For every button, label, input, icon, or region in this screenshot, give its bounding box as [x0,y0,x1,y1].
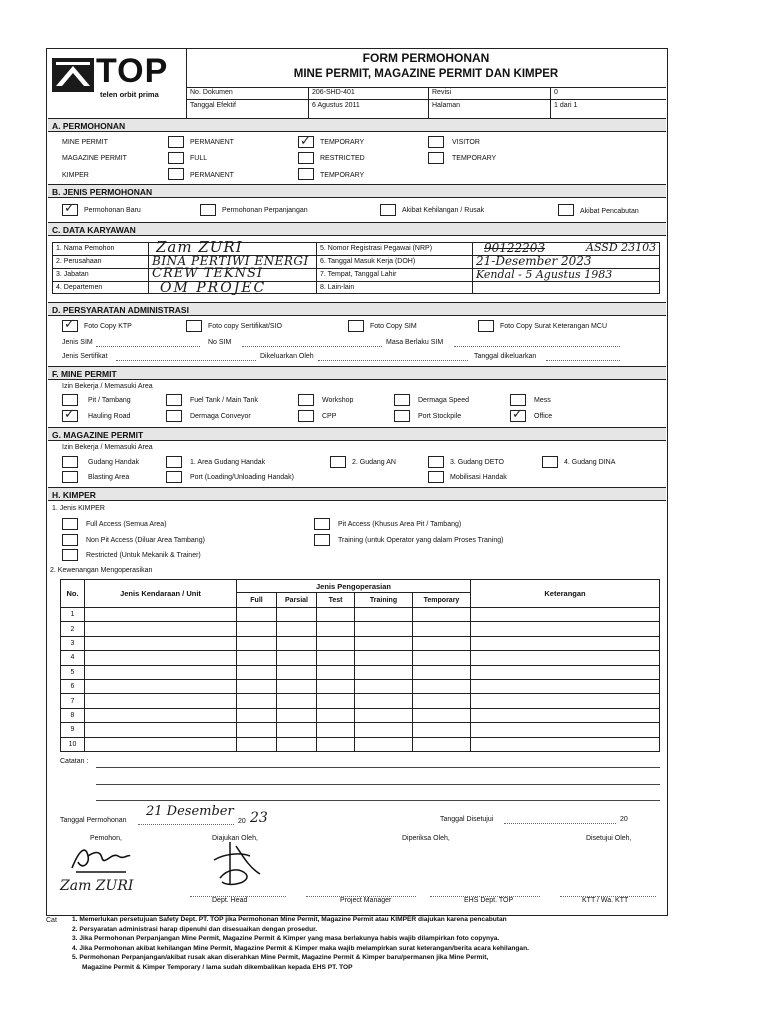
table-cell[interactable] [237,636,277,650]
nrp-struck-value: 90122203 [484,241,546,255]
company-logo [50,52,184,100]
col-unit-header: Jenis Kendaraan / Unit [85,580,237,608]
magazine-temporary-label: TEMPORARY [452,155,497,162]
table-cell[interactable] [413,665,471,679]
table-cell[interactable] [85,665,237,679]
magazine-permit-label: MAGAZINE PERMIT [62,155,127,162]
checkmark-icon: ✓ [512,407,523,422]
section-c-title: C. DATA KARYAWAN [48,222,666,236]
table-row [61,608,660,622]
permohonan-baru-label: Permohonan Baru [84,207,141,214]
pemohon-name: Zam ZURI [60,878,134,894]
table-cell[interactable] [237,665,277,679]
port-handak-label: Port (Loading/Unloading Handak) [190,474,294,481]
table-cell[interactable] [317,723,355,737]
permohonan-perpanjangan-label: Permohonan Perpanjangan [222,207,308,214]
row-number: 10 [61,737,85,751]
table-cell[interactable] [355,723,413,737]
dermaga-speed-label: Dermaga Speed [418,397,469,404]
notes-label: Cat [46,917,57,924]
mine-permit-label: MINE PERMIT [62,139,108,146]
tgl-disetujui-field[interactable] [504,823,616,824]
full-access-label: Full Access (Semua Area) [86,521,167,528]
ttl-label: 7. Tempat, Tanggal Lahir [320,271,397,278]
sub-col-full: Full [237,593,277,608]
checkmark-icon: ✓ [300,134,311,149]
port-stockpile-checkbox[interactable] [394,410,410,422]
tgl-disetujui-20: 20 [620,816,628,823]
table-cell[interactable] [471,708,660,722]
table-cell[interactable] [317,651,355,665]
row-number: 1 [61,608,85,622]
role-diajukan: Diajukan Oleh, [212,835,258,842]
no-sim-label: No SIM [208,339,232,346]
training-checkbox[interactable] [314,534,330,546]
tgl-permohonan-value: 21 Desember [146,804,234,819]
mine-visitor-checkbox[interactable] [428,136,444,148]
table-row [61,708,660,722]
row-number: 4 [61,651,85,665]
blasting-area-label: Blasting Area [88,474,130,481]
sim-label: Foto Copy SIM [370,323,417,330]
table-row [61,723,660,737]
table-cell[interactable] [413,622,471,636]
note-item: 2. Persyaratan administrasi harap dipenuhi dan disesuaikan dengan prosedur. [72,925,318,933]
table-cell[interactable] [471,737,660,751]
section-f-title: F. MINE PERMIT [48,366,666,380]
table-cell[interactable] [471,723,660,737]
dikeluarkan-oleh-label: Dikeluarkan Oleh [260,353,314,360]
table-cell[interactable] [413,608,471,622]
magazine-temporary-checkbox[interactable] [428,152,444,164]
note-item: 4. Jika Permohonan akibat kehilangan Mine Permit, Magazine Permit & Kimper maka wajib melampirkan surat keterangan/berita acara kehilangan. [72,944,529,952]
note-item: Magazine Permit & Kimper Temporary / lama sudah dikembalikan kepada EHS PT. TOP [82,963,353,971]
gudang-handak-label: Gudang Handak [88,459,139,466]
table-cell[interactable] [277,636,317,650]
table-cell[interactable] [471,665,660,679]
office-label: Office [534,413,553,420]
ktp-label: Foto Copy KTP [84,323,132,330]
table-cell[interactable] [85,622,237,636]
table-cell[interactable] [471,636,660,650]
nama-pemohon-value: Zam ZURI [156,238,243,256]
departemen-label: 4. Departemen [56,284,103,291]
table-cell[interactable] [471,622,660,636]
dept-head-signature [200,838,270,898]
note-item: 1. Memerlukan persetujuan Safety Dept. PT. TOP jika Permohonan Mine Permit, Magazine Permit atau KIMPER diajukan karena pencabutan [72,916,507,923]
table-cell[interactable] [237,622,277,636]
jabatan-label: 3. Jabatan [56,271,89,278]
row-number: 6 [61,679,85,693]
no-dokumen-label: No. Dokumen [190,89,233,96]
gudang-an-checkbox[interactable] [330,456,346,468]
table-row [61,679,660,693]
table-cell[interactable] [355,679,413,693]
perusahaan-value: BINA PERTIWI ENERGI [152,254,309,268]
kimper-label: KIMPER [62,172,89,179]
masa-berlaku-label: Masa Berlaku SIM [386,339,444,346]
table-cell[interactable] [413,679,471,693]
jenis-sim-label: Jenis SIM [62,339,93,346]
dermaga-conveyor-checkbox[interactable] [166,410,182,422]
magazine-area-subtitle: Izin Bekerja / Memasuki Area [62,444,153,451]
section-g-title: G. MAGAZINE PERMIT [48,427,666,441]
table-cell[interactable] [471,679,660,693]
kehilangan-checkbox[interactable] [380,204,396,216]
sertifikat-label: Foto copy Sertifikat/SIO [208,323,282,330]
hauling-road-label: Hauling Road [88,413,131,420]
magazine-full-checkbox[interactable] [168,152,184,164]
sub-col-parsial: Parsial [277,593,317,608]
table-cell[interactable] [355,651,413,665]
col-ket-header: Keterangan [471,580,660,608]
table-cell[interactable] [85,737,237,751]
table-cell[interactable] [413,708,471,722]
table-cell[interactable] [471,651,660,665]
pit-access-checkbox[interactable] [314,518,330,530]
table-cell[interactable] [317,679,355,693]
table-cell[interactable] [85,679,237,693]
catatan-line[interactable] [96,784,660,785]
table-cell[interactable] [277,651,317,665]
table-cell[interactable] [355,608,413,622]
row-number: 9 [61,723,85,737]
table-cell[interactable] [355,636,413,650]
position-dept-head: Dept. Head [212,897,248,904]
pencabutan-checkbox[interactable] [558,204,574,216]
perusahaan-label: 2. Perusahaan [56,258,102,265]
fuel-tank-label: Fuel Tank / Main Tank [190,397,258,404]
dermaga-conveyor-label: Dermaga Conveyor [190,413,251,420]
non-pit-access-label: Non Pit Access (Diluar Area Tambang) [86,537,205,544]
role-pemohon: Pemohon, [90,835,122,842]
table-cell[interactable] [237,651,277,665]
kewenangan-table [60,579,660,752]
table-cell[interactable] [413,723,471,737]
tgl-disetujui-label: Tanggal Disetujui [440,816,494,823]
table-cell[interactable] [277,622,317,636]
mine-visitor-label: VISITOR [452,139,480,146]
area-gudang-handak-label: 1. Area Gudang Handak [190,459,266,466]
jenis-sertifikat-field[interactable] [116,360,256,361]
jabatan-value: CREW TEKNSI [152,266,264,281]
sim-checkbox[interactable] [348,320,364,332]
magazine-full-label: FULL [190,155,208,162]
logo-subtext: telen orbit prima [100,90,159,99]
mess-label: Mess [534,397,551,404]
revisi-value: 0 [554,89,558,96]
dikeluarkan-oleh-field[interactable] [318,360,468,361]
jenis-sertifikat-label: Jenis Sertifikat [62,353,108,360]
mcu-label: Foto Copy Surat Keterangan MCU [500,323,607,330]
cpp-checkbox[interactable] [298,410,314,422]
tgl-permohonan-year: 23 [250,810,268,826]
row-number: 5 [61,665,85,679]
table-cell[interactable] [317,737,355,751]
position-project-manager: Project Manager [340,897,392,904]
table-cell[interactable] [237,708,277,722]
sub-col-training: Training [355,593,413,608]
notes-list [72,915,668,973]
row-number: 8 [61,708,85,722]
gudang-handak-checkbox[interactable] [62,456,78,468]
sub-col-temporary: Temporary [413,593,471,608]
table-cell[interactable] [317,608,355,622]
table-cell[interactable] [277,708,317,722]
mess-checkbox[interactable] [510,394,526,406]
checkmark-icon: ✓ [64,407,75,422]
revisi-label: Revisi [432,89,452,96]
kimper-temporary-label: TEMPORARY [320,172,365,179]
port-stockpile-label: Port Stockpile [418,413,462,420]
mine-temporary-label: TEMPORARY [320,139,365,146]
kimper-temporary-checkbox[interactable] [298,168,314,180]
area-gudang-handak-checkbox[interactable] [166,456,182,468]
pit-label: Pit / Tambang [88,397,131,404]
table-cell[interactable] [355,737,413,751]
table-cell[interactable] [85,723,237,737]
mcu-checkbox[interactable] [478,320,494,332]
mine-permanent-label: PERMANENT [190,139,234,146]
table-cell[interactable] [355,708,413,722]
table-cell[interactable] [471,608,660,622]
logo-text: TOP [96,52,169,90]
permohonan-perpanjangan-checkbox[interactable] [200,204,216,216]
table-row [61,651,660,665]
table-cell[interactable] [471,694,660,708]
form-title: FORM PERMOHONAN [362,51,490,65]
table-cell[interactable] [277,694,317,708]
table-cell[interactable] [317,694,355,708]
table-row [61,737,660,751]
checkmark-icon: ✓ [64,201,75,216]
halaman-label: Halaman [432,102,461,109]
position-ehs: EHS Dept. TOP [464,897,514,904]
mine-permanent-checkbox[interactable] [168,136,184,148]
role-diperiksa: Diperiksa Oleh, [402,835,450,842]
table-row [61,636,660,650]
table-cell[interactable] [85,651,237,665]
pemohon-signature [66,842,136,878]
table-cell[interactable] [317,708,355,722]
catatan-line[interactable] [96,800,660,801]
doh-label: 6. Tanggal Masuk Kerja (DOH) [320,258,416,265]
tanggal-efektif-label: Tanggal Efektif [190,102,236,109]
training-label: Training (untuk Operator yang dalam Proses Traning) [338,537,504,544]
workshop-checkbox[interactable] [298,394,314,406]
kimper-permanent-label: PERMANENT [190,172,234,179]
mine-area-subtitle: Izin Bekerja / Memasuki Area [62,383,153,390]
position-ktt: KTT / Wa. KTT [582,897,629,904]
kewenangan-label: 2. Kewenangan Mengoperasikan [50,567,153,574]
table-cell[interactable] [277,665,317,679]
section-b-title: B. JENIS PERMOHONAN [48,184,666,198]
masa-berlaku-field[interactable] [454,346,620,347]
gudang-dina-checkbox[interactable] [542,456,558,468]
tanggal-efektif-value: 6 Agustus 2011 [312,102,360,109]
table-cell[interactable] [277,608,317,622]
fuel-tank-checkbox[interactable] [166,394,182,406]
gudang-an-label: 2. Gudang AN [352,459,396,466]
logo-mark-icon [52,58,94,92]
table-cell[interactable] [237,694,277,708]
kehilangan-label: Akibat Kehilangan / Rusak [402,207,485,214]
table-cell[interactable] [277,723,317,737]
row-number: 3 [61,636,85,650]
kimper-permanent-checkbox[interactable] [168,168,184,180]
catatan-label: Catatan : [60,758,89,765]
restricted-label: Restricted (Untuk Mekanik & Trainer) [86,552,201,559]
section-h-title: H. KIMPER [48,487,666,501]
nama-pemohon-label: 1. Nama Pemohon [56,245,115,252]
doh-value: 21-Desember 2023 [476,254,592,268]
table-cell[interactable] [413,636,471,650]
non-pit-access-checkbox[interactable] [62,534,78,546]
table-cell[interactable] [355,694,413,708]
table-cell[interactable] [355,665,413,679]
table-cell[interactable] [237,737,277,751]
pit-access-label: Pit Access (Khusus Area Pit / Tambang) [338,521,462,528]
note-item: 5. Permohonan Perpanjangan/akibat rusak akan diserahkan Mine Permit, Magazine Permit & Kimper baru/permanen jika Mine Permit, [72,954,489,962]
workshop-label: Workshop [322,397,354,404]
table-cell[interactable] [237,608,277,622]
gudang-deto-label: 3. Gudang DETO [450,459,504,466]
table-cell[interactable] [413,694,471,708]
table-row [61,622,660,636]
row-number: 7 [61,694,85,708]
table-cell[interactable] [237,679,277,693]
table-cell[interactable] [277,679,317,693]
pencabutan-label: Akibat Pencabutan [580,208,639,215]
tgl-permohonan-20: 20 [238,818,246,825]
mobilisasi-handak-label: Mobilisasi Handak [450,474,507,481]
table-cell[interactable] [85,608,237,622]
table-cell[interactable] [355,622,413,636]
gudang-dina-label: 4. Gudang DINA [564,459,616,466]
form-subtitle: MINE PERMIT, MAGAZINE PERMIT DAN KIMPER [293,68,559,80]
magazine-restricted-checkbox[interactable] [298,152,314,164]
table-cell[interactable] [413,651,471,665]
no-dokumen-value: 206-SHD-401 [312,89,355,96]
mobilisasi-handak-checkbox[interactable] [428,471,444,483]
sertifikat-checkbox[interactable] [186,320,202,332]
restricted-checkbox[interactable] [62,549,78,561]
halaman-value: 1 dari 1 [554,102,578,109]
table-cell[interactable] [237,723,277,737]
table-cell[interactable] [85,708,237,722]
table-cell[interactable] [85,694,237,708]
jenis-kimper-label: 1. Jenis KIMPER [52,505,105,512]
tanggal-dikeluarkan-field[interactable] [546,360,620,361]
nrp-label: 5. Nomor Registrasi Pegawai (NRP) [320,245,433,252]
table-row [61,665,660,679]
full-access-checkbox[interactable] [62,518,78,530]
ttl-value: Kendal - 5 Agustus 1983 [476,268,613,281]
tgl-permohonan-field[interactable] [138,824,234,825]
blasting-area-checkbox[interactable] [62,471,78,483]
cpp-label: CPP [322,413,337,420]
departemen-value: OM PROJEC [160,280,267,296]
jenis-sim-field[interactable] [96,346,200,347]
table-cell[interactable] [317,622,355,636]
table-cell[interactable] [317,665,355,679]
tanggal-dikeluarkan-label: Tanggal dikeluarkan [474,353,537,360]
catatan-line[interactable] [96,767,660,768]
no-sim-field[interactable] [242,346,382,347]
table-cell[interactable] [85,636,237,650]
port-handak-checkbox[interactable] [166,471,182,483]
nrp-value: ASSD 23103 [586,241,657,254]
col-group-header: Jenis Pengoperasian [237,580,471,593]
section-d-title: D. PERSYARATAN ADMINISTRASI [48,302,666,316]
tgl-permohonan-label: Tanggal Permohonan [60,817,127,824]
note-item: 3. Jika Permohonan Perpanjangan Mine Permit, Magazine Permit & Kimper yang masa berlakunya habis wajib dilampirkan foto copynya. [72,935,500,943]
table-row [61,694,660,708]
table-cell[interactable] [317,636,355,650]
row-number: 2 [61,622,85,636]
checkmark-icon: ✓ [64,317,75,332]
section-a-title: A. PERMOHONAN [48,118,666,132]
dermaga-speed-checkbox[interactable] [394,394,410,406]
table-cell[interactable] [413,737,471,751]
role-disetujui: Disetujui Oleh, [586,835,632,842]
sub-col-test: Test [317,593,355,608]
magazine-restricted-label: RESTRICTED [320,155,365,162]
lain-lain-label: 8. Lain-lain [320,284,355,291]
col-no-header: No. [61,580,85,608]
table-cell[interactable] [277,737,317,751]
pit-checkbox[interactable] [62,394,78,406]
gudang-deto-checkbox[interactable] [428,456,444,468]
